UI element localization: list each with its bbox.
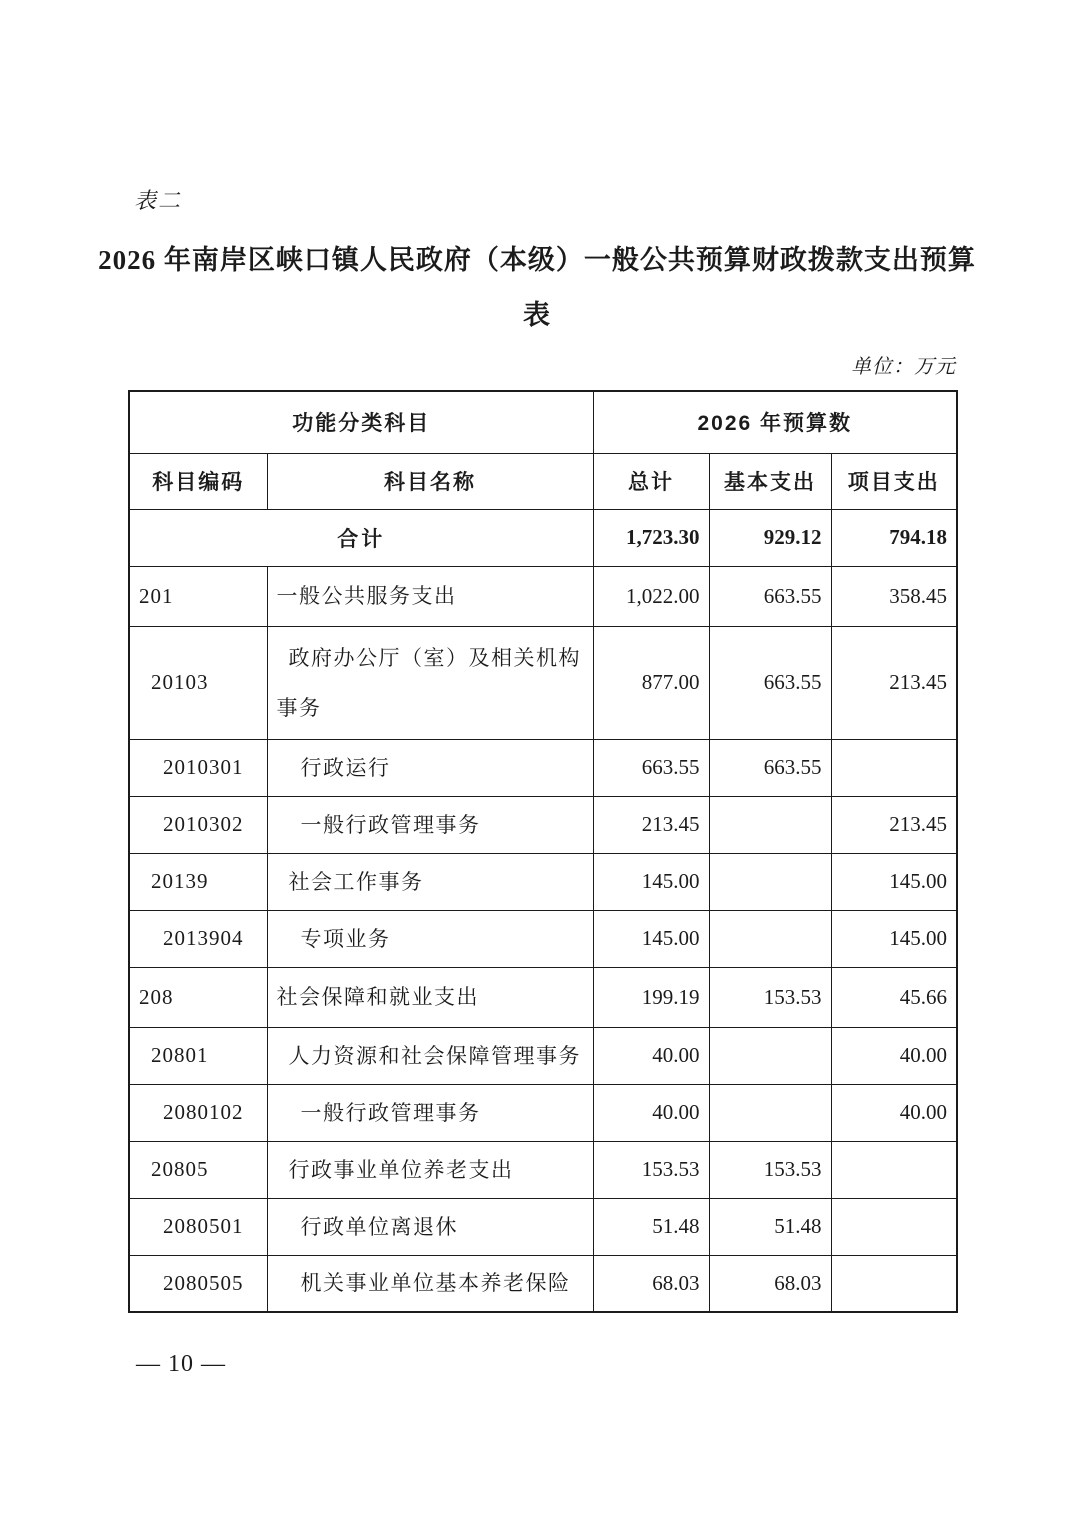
total-cell: 153.53	[593, 1141, 709, 1198]
header-functional-classification: 功能分类科目	[129, 391, 593, 453]
header-project-expense: 项目支出	[831, 453, 957, 509]
basic-expense-cell: 51.48	[709, 1198, 831, 1255]
table-header-columns-row	[129, 453, 957, 509]
table-row	[129, 739, 957, 796]
total-cell: 145.00	[593, 853, 709, 910]
table-label: 表二	[134, 188, 183, 213]
subject-code-cell: 20801	[129, 1027, 267, 1084]
subject-code-cell: 2013904	[129, 910, 267, 967]
basic-expense-cell	[709, 853, 831, 910]
total-label-cell: 合计	[129, 509, 593, 566]
basic-expense-cell: 663.55	[709, 566, 831, 626]
subject-name-cell: 行政运行	[267, 739, 593, 796]
header-budget-2026: 2026 年预算数	[593, 391, 957, 453]
project-expense-cell: 145.00	[831, 853, 957, 910]
subject-name-cell: 行政事业单位养老支出	[267, 1141, 593, 1198]
table-row	[129, 910, 957, 967]
table-row	[129, 1255, 957, 1312]
subject-code-cell: 201	[129, 566, 267, 626]
total-cell: 213.45	[593, 796, 709, 853]
total-cell: 145.00	[593, 910, 709, 967]
page-number: — 10 —	[136, 1351, 226, 1377]
basic-expense-cell: 153.53	[709, 967, 831, 1027]
subject-name-cell: 专项业务	[267, 910, 593, 967]
subject-code-cell: 2080102	[129, 1084, 267, 1141]
header-subject-code: 科目编码	[129, 453, 267, 509]
project-expense-cell: 45.66	[831, 967, 957, 1027]
basic-expense-cell	[709, 1027, 831, 1084]
basic-expense-cell	[709, 1084, 831, 1141]
budget-table	[128, 390, 958, 1313]
total-cell: 51.48	[593, 1198, 709, 1255]
table-row	[129, 796, 957, 853]
subject-name-cell: 一般行政管理事务	[267, 1084, 593, 1141]
table-row	[129, 967, 957, 1027]
table-header-group-row	[129, 391, 957, 453]
basic-expense-cell: 153.53	[709, 1141, 831, 1198]
basic-expense-cell: 68.03	[709, 1255, 831, 1312]
total-cell: 68.03	[593, 1255, 709, 1312]
project-expense-cell: 40.00	[831, 1084, 957, 1141]
project-expense-cell: 213.45	[831, 626, 957, 739]
project-expense-cell: 794.18	[831, 509, 957, 566]
subject-name-cell: 政府办公厅（室）及相关机构事务	[267, 626, 593, 739]
subject-code-cell: 2010302	[129, 796, 267, 853]
total-cell: 663.55	[593, 739, 709, 796]
table-row	[129, 626, 957, 739]
document-title	[0, 233, 1074, 343]
table-row	[129, 1141, 957, 1198]
total-cell: 877.00	[593, 626, 709, 739]
subject-name-cell: 行政单位离退休	[267, 1198, 593, 1255]
basic-expense-cell	[709, 796, 831, 853]
project-expense-cell	[831, 1198, 957, 1255]
project-expense-cell	[831, 1255, 957, 1312]
subject-code-cell: 20139	[129, 853, 267, 910]
project-expense-cell	[831, 1141, 957, 1198]
project-expense-cell: 40.00	[831, 1027, 957, 1084]
header-total: 总计	[593, 453, 709, 509]
table-row-total	[129, 509, 957, 566]
total-cell: 1,022.00	[593, 566, 709, 626]
table-row	[129, 853, 957, 910]
table-row	[129, 566, 957, 626]
subject-name-cell: 一般公共服务支出	[267, 566, 593, 626]
subject-name-cell: 机关事业单位基本养老保险	[267, 1255, 593, 1312]
subject-code-cell: 208	[129, 967, 267, 1027]
subject-name-cell: 社会保障和就业支出	[267, 967, 593, 1027]
table-row	[129, 1084, 957, 1141]
total-cell: 40.00	[593, 1084, 709, 1141]
document-title-line1: 2026 年南岸区峡口镇人民政府（本级）一般公共预算财政拨款支出预算	[98, 245, 976, 275]
subject-code-cell: 2080505	[129, 1255, 267, 1312]
header-subject-name: 科目名称	[267, 453, 593, 509]
subject-name-cell: 人力资源和社会保障管理事务	[267, 1027, 593, 1084]
table-row	[129, 1027, 957, 1084]
total-cell: 1,723.30	[593, 509, 709, 566]
table-row	[129, 1198, 957, 1255]
basic-expense-cell	[709, 910, 831, 967]
project-expense-cell: 358.45	[831, 566, 957, 626]
project-expense-cell: 213.45	[831, 796, 957, 853]
header-basic-expense: 基本支出	[709, 453, 831, 509]
document-title-line2: 表	[523, 300, 551, 330]
total-cell: 199.19	[593, 967, 709, 1027]
project-expense-cell: 145.00	[831, 910, 957, 967]
basic-expense-cell: 929.12	[709, 509, 831, 566]
project-expense-cell	[831, 739, 957, 796]
subject-code-cell: 20805	[129, 1141, 267, 1198]
subject-code-cell: 2010301	[129, 739, 267, 796]
total-cell: 40.00	[593, 1027, 709, 1084]
basic-expense-cell: 663.55	[709, 739, 831, 796]
subject-name-cell: 一般行政管理事务	[267, 796, 593, 853]
subject-name-cell: 社会工作事务	[267, 853, 593, 910]
subject-code-cell: 2080501	[129, 1198, 267, 1255]
unit-note: 单位：万元	[851, 356, 956, 378]
subject-code-cell: 20103	[129, 626, 267, 739]
basic-expense-cell: 663.55	[709, 626, 831, 739]
